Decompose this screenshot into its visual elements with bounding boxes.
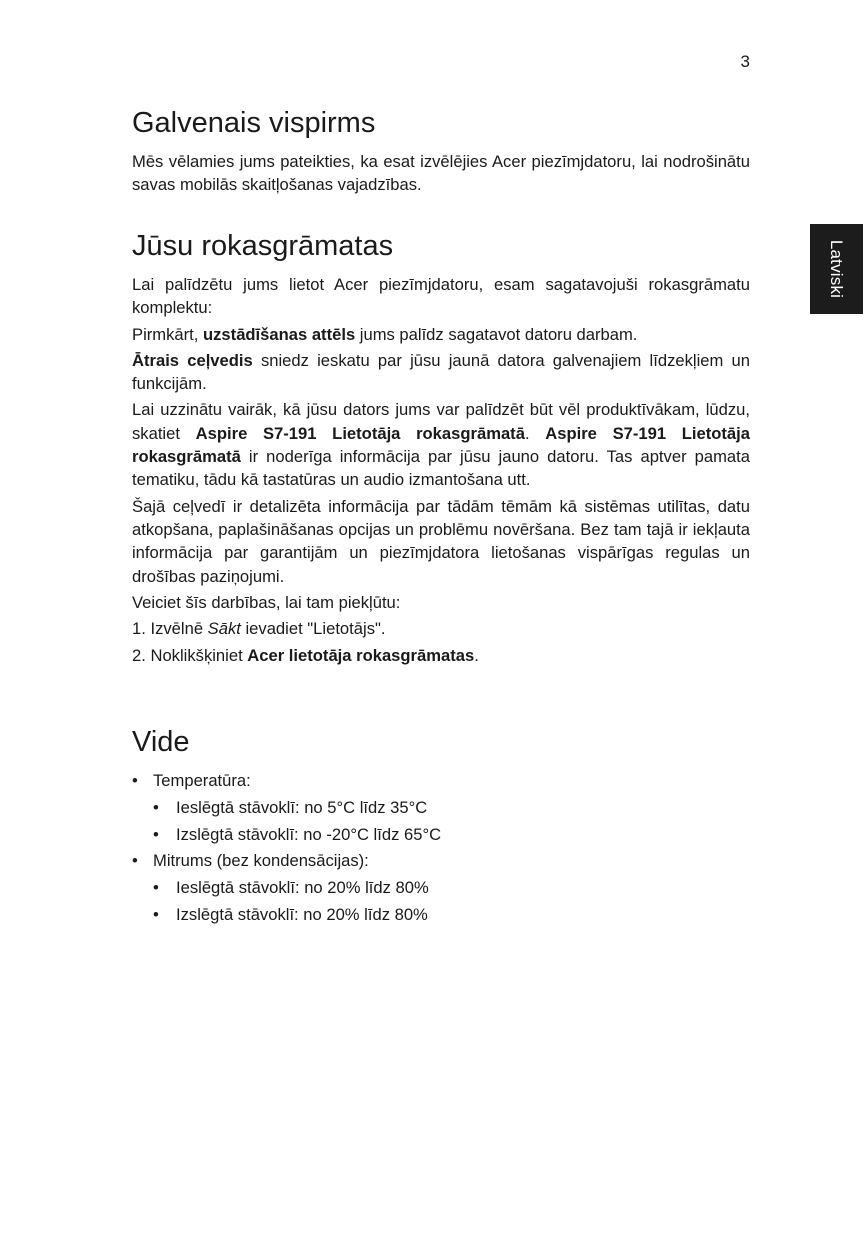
section-guides-body: [132, 273, 750, 672]
list-item-humidity: [132, 849, 750, 872]
setup-poster-paragraph: [132, 323, 750, 346]
step-2-text: Noklikšķiniet: [150, 646, 248, 666]
list-item-text: Izslēgtā stāvoklī: no 20% līdz 80%: [176, 904, 428, 924]
environment-list: [132, 769, 750, 926]
user-manual-paragraph: [132, 398, 750, 491]
step-2-number: 2.: [132, 646, 146, 666]
step-2-guides-link: Acer lietotāja rokasgrāmatas: [247, 646, 475, 666]
list-item-temperature: [132, 769, 750, 792]
user-manual-title: Aspire S7-191 Lietotāja rokasgrāmatā: [195, 423, 525, 443]
step-1-start-menu: Sākt: [207, 619, 241, 639]
step-1-text: Izvēlnē: [150, 619, 208, 639]
setup-poster-text-end: jums palīdz sagatavot datoru darbam.: [355, 324, 638, 344]
bullet: •: [132, 771, 138, 790]
guide-details-paragraph: Šajā ceļvedī ir detalizēta informācija par tādām tēmām kā sistēmas utilītas, datu atkopšana, paplašināšanas opcijas un problēmu novēršana. Bez tam tajā ir iekļauta informācija par garantijām un piezīmjdatora lietošanas vispārīgas regulas un drošības paziņojumi.: [132, 496, 750, 586]
list-item-temp-on: [132, 796, 750, 819]
section-welcome-body: [132, 150, 750, 200]
welcome-paragraph: Mēs vēlamies jums pateikties, ka esat izvēlējies Acer piezīmjdatoru, lai nodrošinātu savas mobilās skaitļošanas vajadzības.: [132, 152, 750, 195]
section-title-environment: Vide: [132, 726, 190, 758]
user-manual-text-end: ir noderīga informācija par jūsu jauno datoru. Tas aptver pamata tematiku, tādu kā tastatūras un audio izmantošana utt.: [132, 447, 750, 490]
language-tab-label: Latviski: [827, 239, 846, 299]
user-manual-text: Lai uzzinātu vairāk, kā jūsu dators jums var palīdzēt būt vēl produktīvākam, lūdzu, skatiet: [132, 400, 750, 443]
bullet: •: [153, 878, 159, 898]
step-2: [132, 644, 750, 667]
list-item-text: Ieslēgtā stāvoklī: no 20% līdz 80%: [176, 878, 429, 898]
step-2-text-end: .: [474, 646, 479, 666]
page-number: 3: [740, 52, 750, 71]
list-item-text: Temperatūra:: [153, 771, 251, 790]
bullet: •: [153, 904, 159, 924]
step-1: [132, 617, 750, 640]
user-manual-separator: .: [524, 423, 546, 443]
guides-intro-paragraph: Lai palīdzētu jums lietot Acer piezīmjdatoru, esam sagatavojuši rokasgrāmatu komplektu:: [132, 275, 750, 318]
access-steps-intro: Veiciet šīs darbības, lai tam piekļūtu:: [132, 592, 401, 612]
list-item-text: Izslēgtā stāvoklī: no -20°C līdz 65°C: [176, 824, 442, 844]
list-item-humidity-off: [132, 903, 750, 926]
step-1-text-end: ievadiet "Lietotājs".: [240, 619, 386, 639]
step-1-number: 1.: [132, 619, 146, 639]
user-manual-title-repeat: Aspire S7-191 Lietotāja rokasgrāmatā: [132, 423, 750, 467]
section-title-welcome: Galvenais vispirms: [132, 107, 376, 139]
bullet: •: [153, 797, 159, 817]
list-item-temp-off: [132, 823, 750, 846]
section-environment-body: [132, 769, 750, 930]
section-title-guides: Jūsu rokasgrāmatas: [132, 230, 394, 262]
list-item-humidity-on: [132, 876, 750, 899]
quick-guide-paragraph: [132, 349, 750, 396]
quick-guide-text: sniedz ieskatu par jūsu jaunā datora galvenajiem līdzekļiem un funkcijām.: [132, 350, 750, 394]
bullet: •: [153, 824, 159, 844]
bullet: •: [132, 851, 138, 871]
language-tab: [810, 224, 863, 314]
list-item-text: Mitrums (bez kondensācijas):: [153, 851, 369, 871]
quick-guide-title: Ātrais ceļvedis: [132, 350, 253, 370]
list-item-text: Ieslēgtā stāvoklī: no 5°C līdz 35°C: [176, 797, 428, 817]
setup-poster-title: uzstādīšanas attēls: [203, 324, 356, 344]
setup-poster-text: Pirmkārt,: [132, 324, 203, 344]
